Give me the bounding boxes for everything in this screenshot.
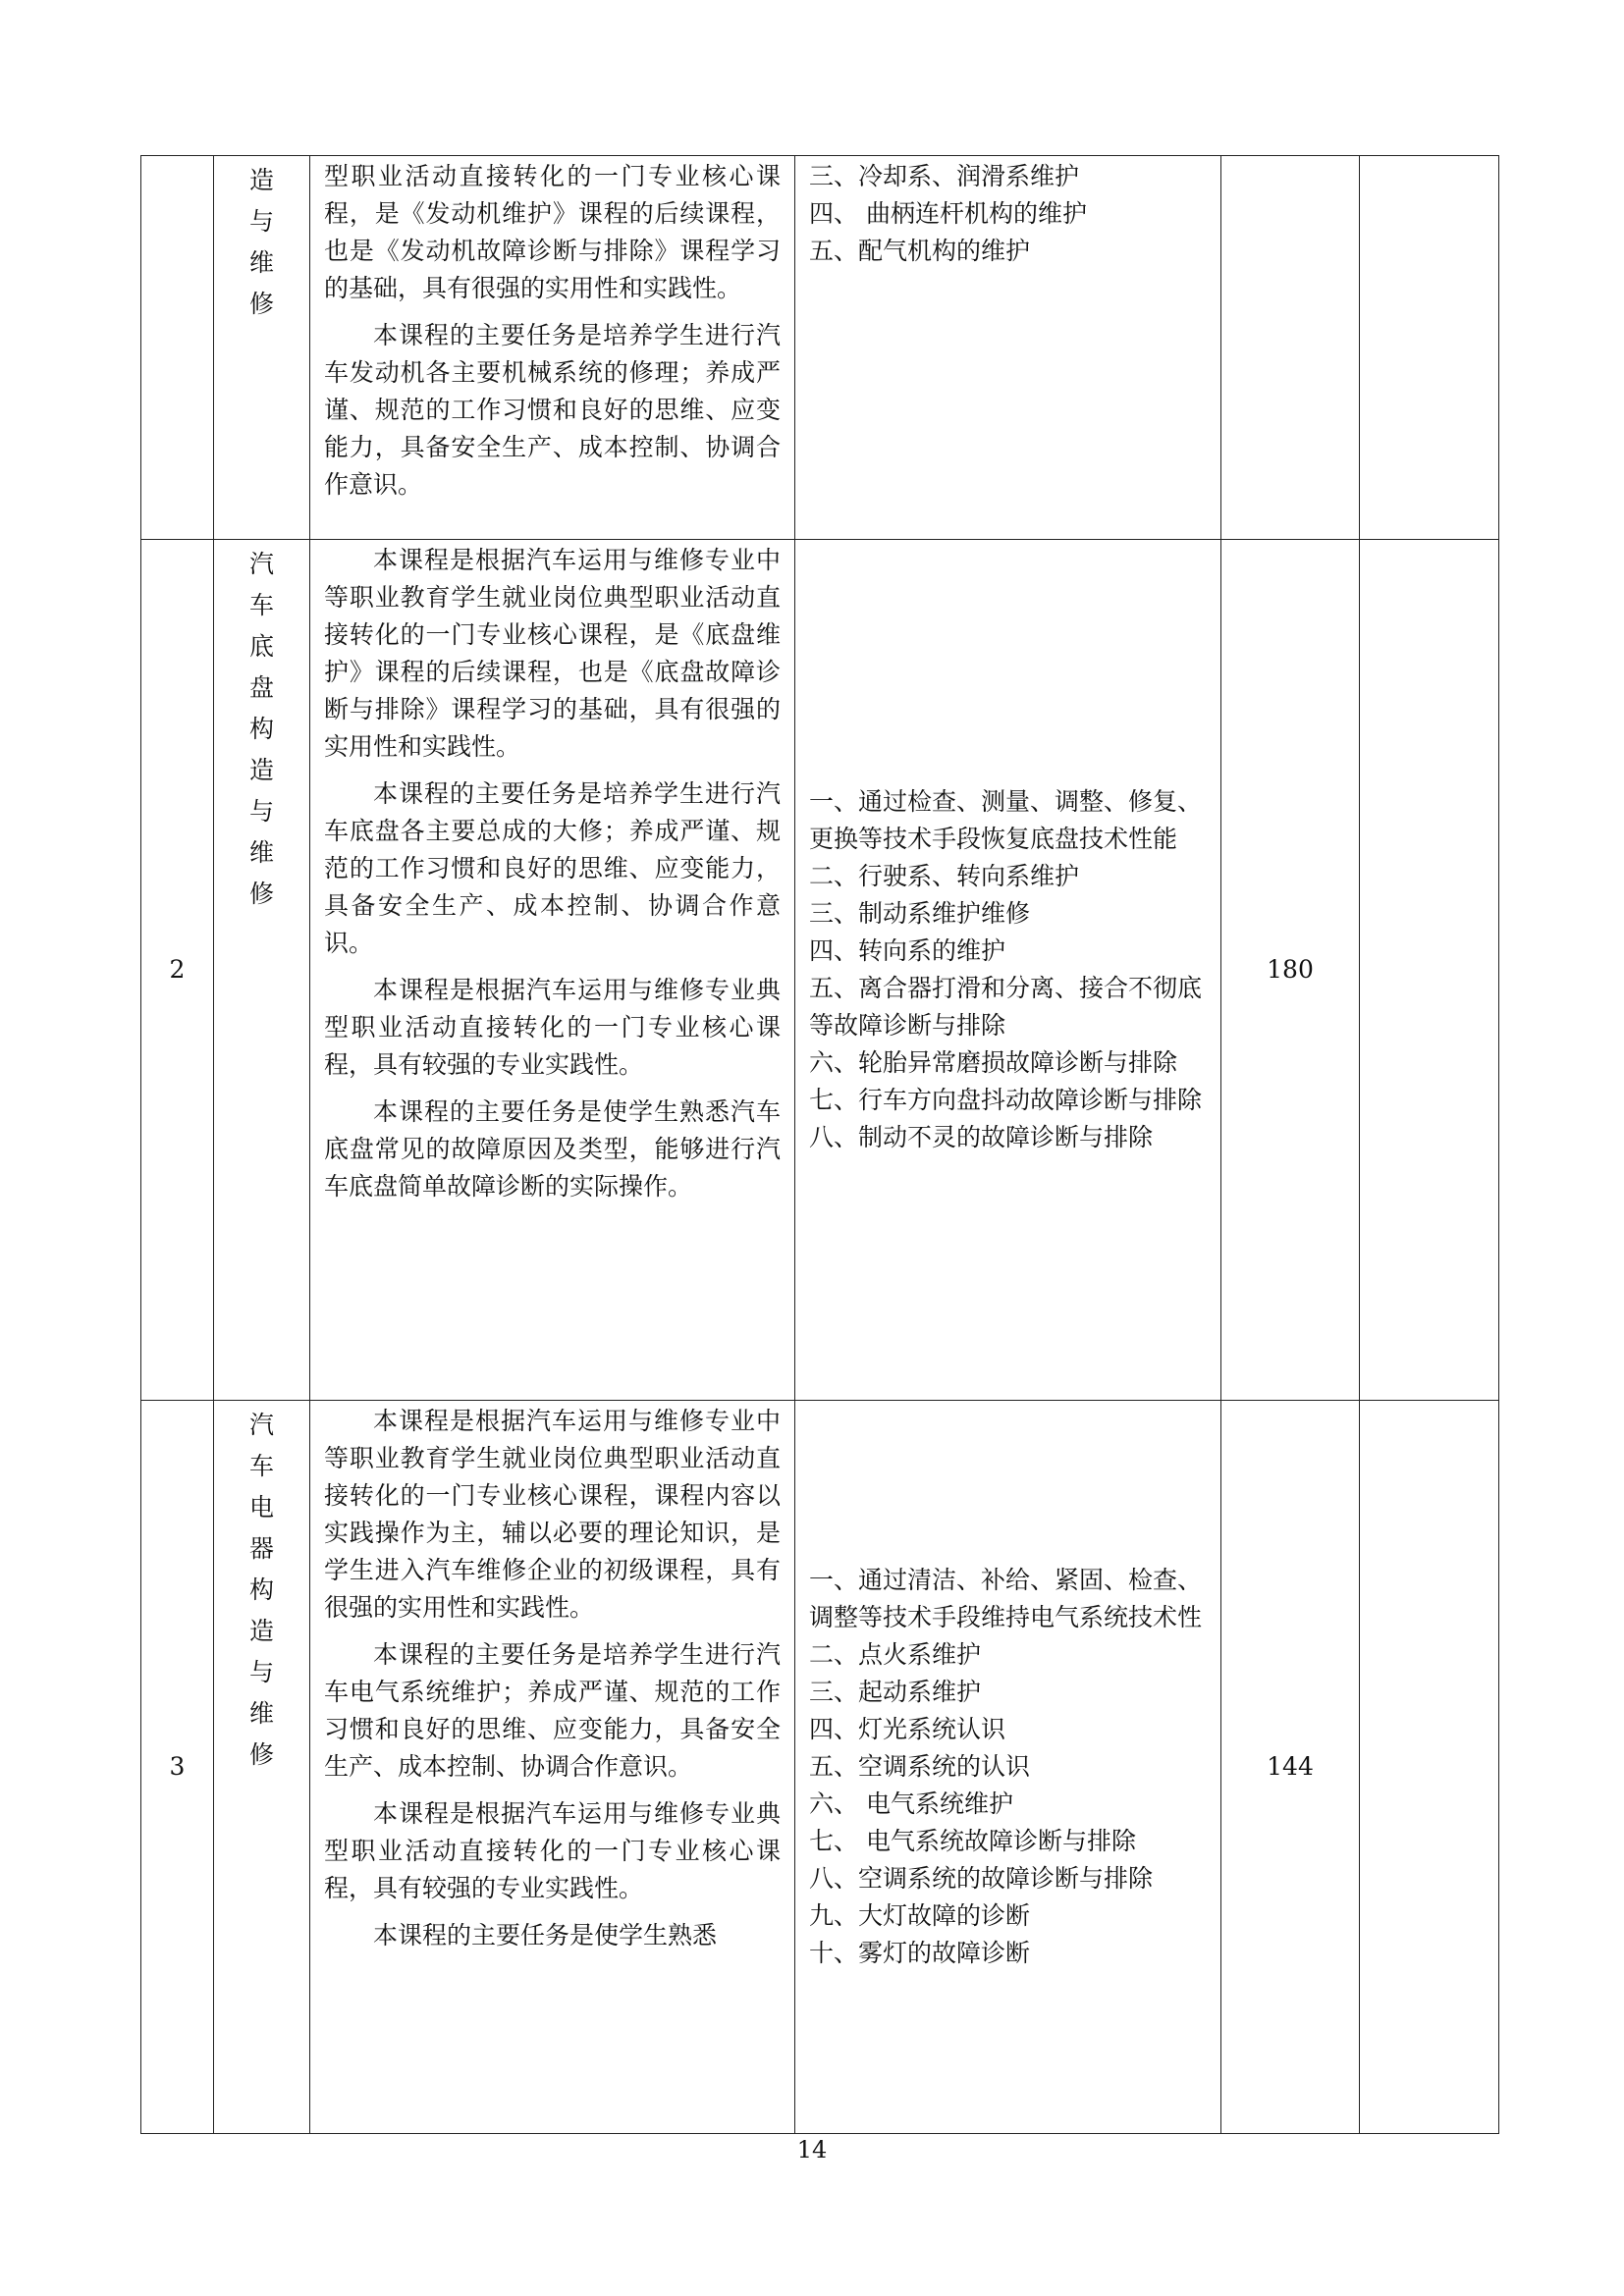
list-item: 二、行驶系、转向系维护 — [809, 862, 1080, 890]
list-item: 三、制动系维护维修 — [809, 899, 1031, 928]
list-item: 八、制动不灵的故障诊断与排除 — [809, 1123, 1154, 1151]
list-item: 六、 电气系统维护 — [809, 1789, 1013, 1818]
course-hours: 144 — [1221, 1401, 1360, 2134]
list-item: 一、通过清洁、补给、紧固、检查、调整等技术手段维持电气系统技术性 — [809, 1566, 1203, 1631]
list-item: 七、行车方向盘抖动故障诊断与排除 — [809, 1086, 1203, 1114]
page-number: 14 — [796, 2136, 828, 2163]
row-number — [141, 156, 214, 540]
list-item: 五、离合器打滑和分离、接合不彻底等故障诊断与排除 — [809, 974, 1203, 1040]
list-item: 三、冷却系、润滑系维护 — [809, 162, 1080, 190]
row-number: 2 — [141, 540, 214, 1401]
course-description: 型职业活动直接转化的一门专业核心课程，是《发动机维护》课程的后续课程，也是《发动机故障诊断与排除》课程学习的基础，具有很强的实用性和实践性。 本课程的主要任务是培养学生进行汽车发动机各主要机械系统的修理；养成严谨、规范的工作习惯和良好的思维、应变能力，具备安全生产、成本控制、协调合作意识。 — [310, 156, 795, 540]
list-item: 五、空调系统的认识 — [809, 1752, 1031, 1781]
course-name: 汽车 底盘 构造 与维 修 — [214, 540, 310, 1401]
course-description: 本课程是根据汽车运用与维修专业中等职业教育学生就业岗位典型职业活动直接转化的一门专业核心课程，课程内容以实践操作为主，辅以必要的理论知识，是学生进入汽车维修企业的初级课程，具有很强的实用性和实践性。 本课程的主要任务是培养学生进行汽车电气系统维护；养成严谨、规范的工作习惯和良好的思维、应变能力，具备安全生产、成本控制、协调合作意识。 本课程是根据汽车运用与维修专业典型职业活动直接转化的一门专业核心课程，具有较强的专业实践性。 本课程的主要任务是使学生熟悉 — [310, 1401, 795, 2134]
course-note — [1360, 156, 1499, 540]
course-note — [1360, 540, 1499, 1401]
list-item: 二、点火系维护 — [809, 1640, 982, 1669]
list-item: 四、转向系的维护 — [809, 936, 1006, 965]
list-item: 六、轮胎异常磨损故障诊断与排除 — [809, 1048, 1178, 1077]
list-item: 四、灯光系统认识 — [809, 1715, 1006, 1743]
course-hours — [1221, 156, 1360, 540]
course-hours: 180 — [1221, 540, 1360, 1401]
course-tasks — [795, 540, 1221, 1401]
table-row — [141, 1401, 1499, 2134]
list-item: 三、起动系维护 — [809, 1678, 982, 1706]
list-item: 八、空调系统的故障诊断与排除 — [809, 1864, 1154, 1893]
list-item: 五、配气机构的维护 — [809, 237, 1031, 265]
course-description: 本课程是根据汽车运用与维修专业中等职业教育学生就业岗位典型职业活动直接转化的一门专业核心课程，是《底盘维护》课程的后续课程，也是《底盘故障诊断与排除》课程学习的基础，具有很强的实用性和实践性。 本课程的主要任务是培养学生进行汽车底盘各主要总成的大修；养成严谨、规范的工作习惯和良好的思维、应变能力，具备安全生产、成本控制、协调合作意识。 本课程是根据汽车运用与维修专业典型职业活动直接转化的一门专业核心课程，具有较强的专业实践性。 本课程的主要任务是使学生熟悉汽车底盘常见的故障原因及类型，能够进行汽车底盘简单故障诊断的实际操作。 — [310, 540, 795, 1401]
table-row — [141, 540, 1499, 1401]
list-item: 十、雾灯的故障诊断 — [809, 1939, 1031, 1967]
list-item: 一、通过检查、测量、调整、修复、更换等技术手段恢复底盘技术性能 — [809, 787, 1203, 853]
list-item: 七、 电气系统故障诊断与排除 — [809, 1827, 1136, 1855]
course-table — [140, 155, 1499, 2134]
course-name: 造与 维修 — [214, 156, 310, 540]
list-item: 九、大灯故障的诊断 — [809, 1901, 1031, 1930]
course-note — [1360, 1401, 1499, 2134]
table-row — [141, 156, 1499, 540]
course-tasks — [795, 1401, 1221, 2134]
course-name: 汽车 电器 构造 与维 修 — [214, 1401, 310, 2134]
list-item: 四、 曲柄连杆机构的维护 — [809, 199, 1087, 228]
course-tasks — [795, 156, 1221, 540]
row-number: 3 — [141, 1401, 214, 2134]
